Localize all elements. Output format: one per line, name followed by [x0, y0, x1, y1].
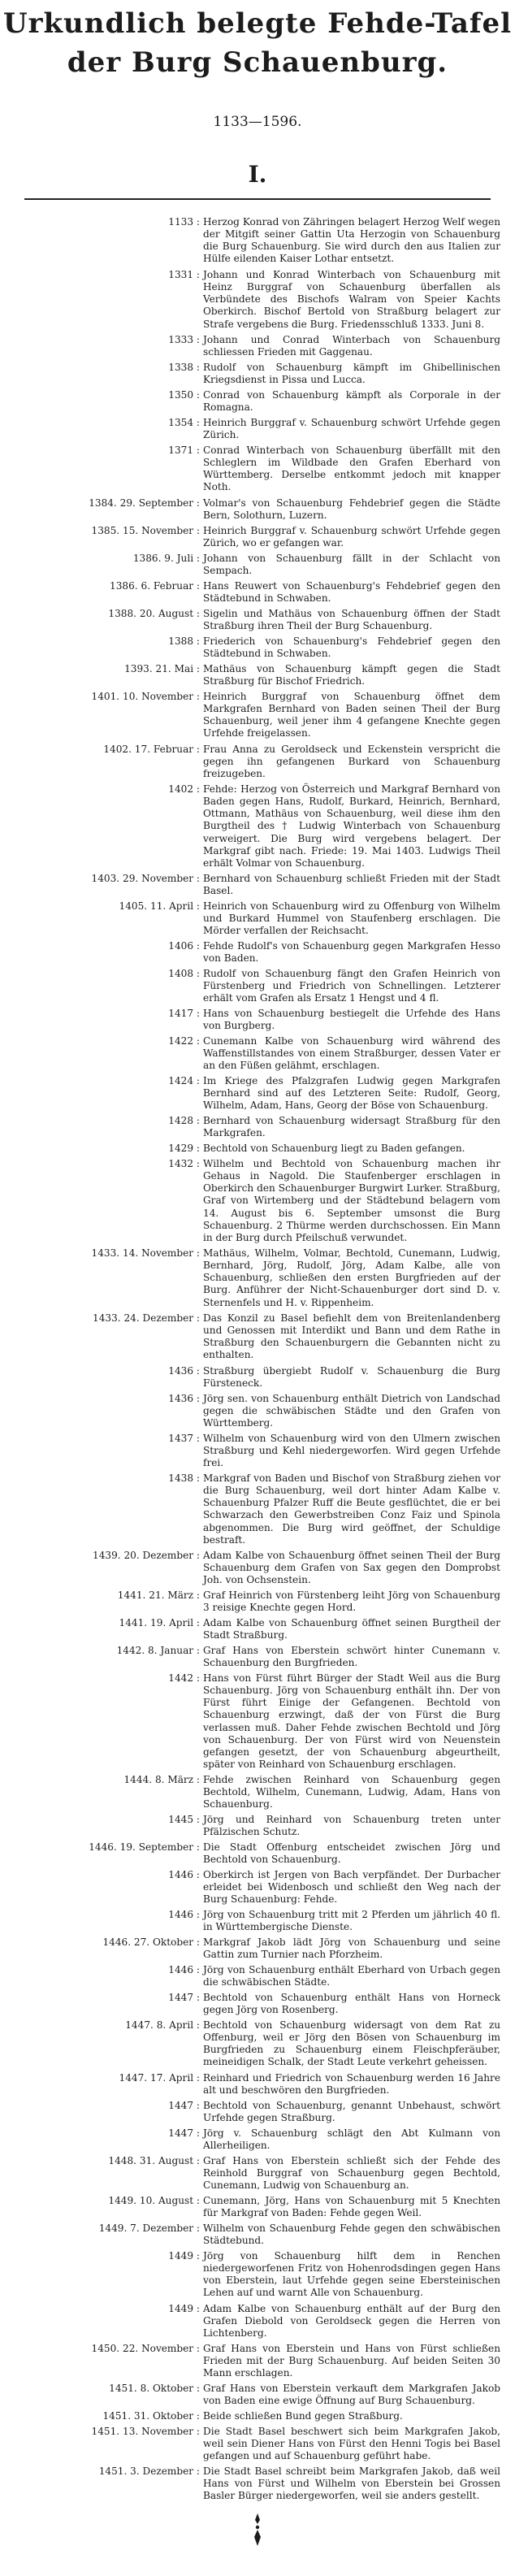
entry-text: Heinrich Burggraf v. Schauenburg schwört Urfehde gegen Zürich, wo er gefangen war.	[203, 525, 500, 549]
entry-text: Bernhard von Schauenburg widersagt Straßburg für den Markgrafen.	[203, 1115, 500, 1139]
entry-text: Graf Hans von Eberstein schließt sich der Fehde des Reinhold Burggraf von Schauenburg gegen Bechtold, Cunemann, Ludwig von Schauenburg an.	[203, 2155, 500, 2192]
entry-date: 1447. 8. April :	[125, 2019, 200, 2031]
entry-text: Conrad von Schauenburg kämpft als Corporale in der Romagna.	[203, 389, 500, 414]
fehde-entry	[0, 940, 515, 968]
entry-text: Markgraf Jakob lädt Jörg von Schauenburg und seine Gattin zum Turnier nach Pforzheim.	[203, 1936, 500, 1961]
section-numeral: I.	[248, 161, 267, 188]
fehde-entry	[0, 1158, 515, 1247]
entry-date: 1403. 29. November :	[91, 873, 200, 884]
entry-text: Herzog Konrad von Zähringen belagert Herzog Welf wegen der Mitgift seiner Gattin Uta Herzogin von Schauenburg die Burg Schauenburg. Sie wird durch den aus Italien zur Hülfe eilenden Kaiser Lothar entsetzt.	[203, 216, 500, 265]
entry-text: Heinrich Burggraf von Schauenburg öffnet dem Markgrafen Bernhard von Baden seinen Theil der Burg Schauenburg, weil jener ihm 4 gefangene Knechte gegen Urfehde freigelassen.	[203, 691, 500, 739]
end-ornament-icon	[252, 2513, 263, 2546]
entry-date: 1354 :	[168, 417, 200, 428]
fehde-entry	[0, 1936, 515, 1964]
entry-text: Bechtold von Schauenburg enthält Hans von Horneck gegen Jörg von Rosenberg.	[203, 1992, 500, 2016]
entry-text: Adam Kalbe von Schauenburg öffnet seinen Burgtheil der Stadt Straßburg.	[203, 1617, 500, 1641]
entry-text: Wilhelm und Bechtold von Schauenburg machen ihr Gehaus in Nagold. Die Staufenberger erschlagen in Oberkirch den Schauenburger Burgwirt Lurker. Straßburg, Graf von Wirtemberg und der Städtebund belagern vom 14. August bis 6. September umsonst die Burg Schauenburg. 2 Thürme werden durchschossen. Ein Mann in der Burg durch Pfeilschuß verwundet.	[203, 1158, 500, 1243]
header-rule	[24, 198, 491, 200]
fehde-entry	[0, 1115, 515, 1143]
entry-text: Frau Anna zu Geroldseck und Eckenstein verspricht die gegen ihn gefangenen Burkard von Schauenburg freizugeben.	[203, 744, 500, 780]
entry-text: Die Stadt Basel beschwert sich beim Markgrafen Jakob, weil sein Diener Hans von Fürst den Henni Togis bei Basel gefangen und auf Schauenburg geführt habe.	[203, 2426, 500, 2462]
entry-date: 1371 :	[168, 445, 200, 456]
year-range: 1133—1596.	[213, 114, 302, 130]
entry-date: 1333 :	[168, 334, 200, 345]
entry-text: Adam Kalbe von Schauenburg öffnet seinen Theil der Burg Schauenburg dem Grafen von Sax gegen den Domprobst Joh. von Ochsenstein.	[203, 1550, 500, 1586]
entry-text: Mathäus von Schauenburg kämpft gegen die Stadt Straßburg für Bischof Friedrich.	[203, 663, 500, 687]
entry-text: Fehde zwischen Reinhard von Schauenburg gegen Bechtold, Wilhelm, Cunemann, Ludwig, Adam, Hans von Schauenburg.	[203, 1774, 500, 1811]
fehde-entry	[0, 608, 515, 635]
entry-date: 1449 :	[168, 2250, 200, 2262]
entry-text: Graf Hans von Eberstein verkauft dem Markgrafen Jakob von Baden eine ewige Öffnung auf Burg Schauenburg.	[203, 2383, 500, 2407]
fehde-entry	[0, 216, 515, 269]
entry-date: 1446. 19. September :	[89, 1841, 200, 1853]
fehde-entry	[0, 1312, 515, 1365]
entry-text: Die Stadt Basel schreibt beim Markgrafen Jakob, daß weil Hans von Fürst und Wilhelm von Eberstein bei Grossen Basler Bürger niedergeworfen, weil sie anders gestellt.	[203, 2465, 500, 2502]
fehde-entry	[0, 1774, 515, 1814]
fehde-entry	[0, 1589, 515, 1617]
fehde-entry	[0, 1992, 515, 2019]
entry-date: 1432 :	[168, 1158, 200, 1169]
fehde-entry	[0, 497, 515, 525]
entry-date: 1445 :	[168, 1814, 200, 1825]
fehde-entry	[0, 1672, 515, 1774]
fehde-entry	[0, 1247, 515, 1312]
entry-date: 1447 :	[168, 1992, 200, 2003]
fehde-entry	[0, 1550, 515, 1589]
fehde-entry	[0, 1645, 515, 1672]
entry-date: 1439. 20. Dezember :	[93, 1550, 200, 1561]
fehde-entry	[0, 2223, 515, 2250]
entry-text: Reinhard und Friedrich von Schauenburg werden 16 Jahre alt und beschwören den Burgfrieden.	[203, 2072, 500, 2097]
entry-date: 1451. 13. November :	[91, 2426, 200, 2437]
entry-date: 1446 :	[168, 1869, 200, 1880]
entry-text: Mathäus, Wilhelm, Volmar, Bechtold, Cunemann, Ludwig, Bernhard, Jörg, Rudolf, Jörg, Adam Kalbe, alle von Schauenburg, schließen den ersten Burgfrieden auf der Burg. Anführer der Nicht-Schauenburger dort sind D. v. Sternenfels und H. v. Rippenheim.	[203, 1247, 500, 1308]
fehde-entry	[0, 2072, 515, 2100]
fehde-entry	[0, 1365, 515, 1393]
entry-text: Graf Heinrich von Fürstenberg leiht Jörg von Schauenburg 3 reisige Knechte gegen Hord.	[203, 1589, 500, 1614]
entry-date: 1451. 3. Dezember :	[98, 2465, 200, 2477]
fehde-entry	[0, 1472, 515, 1550]
fehde-entry	[0, 269, 515, 334]
entry-date: 1451. 31. Oktober :	[102, 2410, 200, 2422]
fehde-entry	[0, 635, 515, 663]
fehde-entry	[0, 389, 515, 417]
fehde-entry	[0, 2019, 515, 2072]
entry-date: 1384. 29. September :	[89, 497, 200, 509]
entry-date: 1388 :	[168, 635, 200, 647]
fehde-entry	[0, 1075, 515, 1115]
entry-date: 1446 :	[168, 1964, 200, 1975]
fehde-entry	[0, 362, 515, 389]
fehde-entry	[0, 525, 515, 553]
fehde-entry-list	[0, 216, 515, 2505]
fehde-entry	[0, 1814, 515, 1841]
entry-date: 1386. 6. Februar :	[110, 580, 200, 592]
entry-date: 1446. 27. Oktober :	[102, 1936, 200, 1948]
entry-date: 1401. 10. November :	[91, 691, 200, 702]
entry-text: Cunemann, Jörg, Hans von Schauenburg mit 5 Knechten für Markgraf von Baden: Fehde gegen Weil.	[203, 2195, 500, 2219]
entry-text: Friederich von Schauenburg's Fehdebrief gegen den Städtebund in Schwaben.	[203, 635, 500, 660]
entry-text: Das Konzil zu Basel befiehlt dem von Breitenlandenberg und Genossen mit Interdikt und Bann und dem Rathe in Straßburg den Schauenburgern die Gebannten nicht zu enthalten.	[203, 1312, 500, 1361]
document-title: Urkundlich belegte Fehde-Tafel	[2, 7, 513, 40]
entry-date: 1402. 17. Februar :	[103, 744, 200, 755]
fehde-entry	[0, 1964, 515, 1992]
entry-text: Conrad Winterbach von Schauenburg überfällt mit den Schleglern im Wildbade den Grafen Eberhard von Württemberg. Derselbe entkommt jedoch mit knapper Noth.	[203, 445, 500, 493]
entry-text: Wilhelm von Schauenburg Fehde gegen den schwäbischen Städtebund.	[203, 2223, 500, 2247]
entry-date: 1393. 21. Mai :	[124, 663, 200, 674]
entry-text: Adam Kalbe von Schauenburg enthält auf der Burg den Grafen Diebold von Geroldseck gegen die Herren von Lichtenberg.	[203, 2303, 500, 2340]
entry-text: Graf Hans von Eberstein schwört hinter Cunemann v. Schauenburg den Burgfrieden.	[203, 1645, 500, 1669]
entry-text: Volmar's von Schauenburg Fehdebrief gegen die Städte Bern, Solothurn, Luzern.	[203, 497, 500, 522]
entry-date: 1402 :	[168, 783, 200, 795]
entry-text: Heinrich von Schauenburg wird zu Offenburg von Wilhelm und Burkard Hummel von Staufenberg erschlagen. Die Mörder verfallen der Reichsacht.	[203, 900, 500, 937]
entry-date: 1442. 8. Januar :	[116, 1645, 200, 1656]
entry-text: Hans von Schauenburg bestiegelt die Urfehde des Hans von Burgberg.	[203, 1008, 500, 1032]
entry-text: Sigelin und Mathäus von Schauenburg öffnen der Stadt Straßburg ihren Theil der Burg Schauenburg.	[203, 608, 500, 632]
entry-text: Markgraf von Baden und Bischof von Straßburg ziehen vor die Burg Schauenburg, weil dort hinter Adam Kalbe v. Schauenburg Pfalzer Ruff die Beute gesflüchtet, die er bei Schwarzach den Gewerbstreiben Conz Faiz und Spinola abgenommen. Die Burg wird geöffnet, der Schuldige bestraft.	[203, 1472, 500, 1546]
fehde-entry	[0, 1869, 515, 1909]
fehde-entry	[0, 2426, 515, 2465]
fehde-entry	[0, 1143, 515, 1158]
entry-date: 1451. 8. Oktober :	[109, 2383, 200, 2394]
entry-text: Beide schließen Bund gegen Straßburg.	[203, 2410, 403, 2422]
fehde-entry	[0, 445, 515, 497]
fehde-entry	[0, 2383, 515, 2410]
fehde-entry	[0, 663, 515, 691]
fehde-entry	[0, 2100, 515, 2127]
entry-date: 1436 :	[168, 1393, 200, 1404]
fehde-entry	[0, 900, 515, 940]
entry-text: Hans von Fürst führt Bürger der Stadt Weil aus die Burg Schauenburg. Jörg von Schauenburg enthält ihn. Der von Fürst führt Einige der Gefangenen. Bechtold von Schauenburg erzwingt, daß der von Fürst die Burg verlassen muß. Daher Fehde zwischen Bechtold und Jörg von Schauenburg. Der von Fürst wird von Neuenstein gefangen gesetzt, der von Schauenburg abgeurtheilt, später von Reinhard von Schauenburg erschlagen.	[203, 1672, 500, 1770]
fehde-entry	[0, 1617, 515, 1645]
entry-date: 1422 :	[168, 1035, 200, 1047]
entry-date: 1449. 7. Dezember :	[98, 2223, 200, 2234]
fehde-entry	[0, 1841, 515, 1869]
entry-date: 1388. 20. August :	[108, 608, 200, 619]
entry-text: Jörg von Schauenburg enthält Eberhard von Urbach gegen die schwäbischen Städte.	[203, 1964, 500, 1988]
fehde-entry	[0, 1035, 515, 1075]
entry-date: 1385. 15. November :	[91, 525, 200, 536]
entry-text: Jörg von Schauenburg tritt mit 2 Pferden um jährlich 40 fl. in Württembergische Dienste.	[203, 1909, 500, 1933]
entry-text: Graf Hans von Eberstein und Hans von Fürst schließen Frieden mit der Burg Schauenburg. Auf beiden Seiten 30 Mann erschlagen.	[203, 2343, 500, 2379]
entry-date: 1350 :	[168, 389, 200, 401]
entry-date: 1450. 22. November :	[91, 2343, 200, 2354]
fehde-entry	[0, 1008, 515, 1035]
entry-date: 1449. 10. August :	[108, 2195, 200, 2206]
fehde-entry	[0, 580, 515, 608]
entry-date: 1436 :	[168, 1365, 200, 1377]
entry-text: Fehde Rudolf's von Schauenburg gegen Markgrafen Hesso von Baden.	[203, 940, 500, 965]
entry-text: Bechtold von Schauenburg liegt zu Baden gefangen.	[203, 1143, 465, 1154]
entry-text: Rudolf von Schauenburg kämpft im Ghibellinischen Kriegsdienst in Pissa und Lucca.	[203, 362, 500, 386]
entry-text: Bechtold von Schauenburg widersagt von dem Rat zu Offenburg, weil er Jörg den Bösen von Schauenburg im Burgfrieden zu Schauenburg einem Fleischpferäuber, meineidigen Schalk, der Stadt Leute verkehrt geheissen.	[203, 2019, 500, 2068]
entry-text: Heinrich Burggraf v. Schauenburg schwört Urfehde gegen Zürich.	[203, 417, 500, 441]
entry-date: 1441. 19. April :	[119, 1617, 200, 1628]
entry-date: 1437 :	[168, 1433, 200, 1444]
entry-date: 1405. 11. April :	[119, 900, 200, 912]
entry-date: 1448. 31. August :	[108, 2155, 200, 2166]
fehde-entry	[0, 783, 515, 873]
entry-date: 1438 :	[168, 1472, 200, 1484]
entry-date: 1442 :	[168, 1672, 200, 1684]
entry-date: 1447. 17. April :	[119, 2072, 200, 2084]
entry-text: Jörg sen. von Schauenburg enthält Dietrich von Landschad gegen die schwäbischen Städte und den Grafen von Württemberg.	[203, 1393, 500, 1429]
entry-date: 1449 :	[168, 2303, 200, 2314]
fehde-entry	[0, 553, 515, 580]
fehde-entry	[0, 2410, 515, 2426]
entry-date: 1406 :	[168, 940, 200, 952]
entry-date: 1424 :	[168, 1075, 200, 1086]
fehde-entry	[0, 334, 515, 362]
entry-date: 1408 :	[168, 968, 200, 979]
entry-text: Jörg von Schauenburg hilft dem in Renchen niedergeworfenen Fritz von Hohenrodsdingen gegen Hans von Eberstein, laut Urfehde gegen seine Ebersteinischen Lehen auf und warnt Alle von Schauenburg.	[203, 2250, 500, 2299]
entry-text: Oberkirch ist Jergen von Bach verpfändet. Der Durbacher erleidet bei Widenbosch und schließt den Weg nach der Burg Schauenburg: Fehde.	[203, 1869, 500, 1906]
fehde-entry	[0, 968, 515, 1008]
entry-date: 1444. 8. März :	[123, 1774, 200, 1785]
fehde-entry	[0, 2250, 515, 2303]
fehde-entry	[0, 2195, 515, 2223]
entry-date: 1429 :	[168, 1143, 200, 1154]
entry-text: Im Kriege des Pfalzgrafen Ludwig gegen Markgrafen Bernhard sind auf des Letzteren Seite: Rudolf, Georg, Wilhelm, Adam, Hans, Georg der Böse von Schauenburg.	[203, 1075, 500, 1112]
entry-date: 1417 :	[168, 1008, 200, 1019]
fehde-entry	[0, 1433, 515, 1472]
fehde-entry	[0, 873, 515, 900]
entry-date: 1428 :	[168, 1115, 200, 1126]
fehde-entry	[0, 691, 515, 744]
fehde-entry	[0, 417, 515, 445]
entry-date: 1338 :	[168, 362, 200, 373]
entry-text: Johann und Konrad Winterbach von Schauenburg mit Heinz Burggraf von Schauenburg überfallen als Verbündete des Bischofs Walram von Speier Kachts Oberkirch. Bischof Bertold von Straßburg belagert zur Strafe vergebens die Burg. Friedensschluß 1333. Juni 8.	[203, 269, 500, 330]
fehde-entry	[0, 1909, 515, 1936]
entry-text: Hans Reuwert von Schauenburg's Fehdebrief gegen den Städtebund in Schwaben.	[203, 580, 500, 605]
fehde-entry	[0, 2155, 515, 2195]
entry-text: Johann und Conrad Winterbach von Schauenburg schliessen Frieden mit Gaggenau.	[203, 334, 500, 358]
entry-text: Johann von Schauenburg fällt in der Schlacht von Sempach.	[203, 553, 500, 577]
entry-text: Fehde: Herzog von Österreich und Markgraf Bernhard von Baden gegen Hans, Rudolf, Burkard, Heinrich, Bernhard, Ottmann, Mathäus von Schauenburg, weil diese ihm den Burgtheil des † Ludwig Winterbach von Schauenburg verweigert. Die Burg wird vergebens belagert. Der Markgraf gibt nach. Friede: 19. Mai 1403. Ludwigs Theil erhält Volmar von Schauenburg.	[203, 783, 500, 869]
fehde-entry	[0, 2465, 515, 2505]
entry-text: Rudolf von Schauenburg fängt den Grafen Heinrich von Fürstenberg und Friedrich von Schnellingen. Letzterer erhält vom Grafen als Ersatz 1 Hengst und 4 fl.	[203, 968, 500, 1004]
entry-text: Cunemann Kalbe von Schauenburg wird während des Waffenstillstandes von einem Straßburger, dessen Vater er an den Füßen gelähmt, erschlagen.	[203, 1035, 500, 1072]
entry-date: 1331 :	[168, 269, 200, 280]
entry-date: 1447 :	[168, 2100, 200, 2111]
entry-date: 1447 :	[168, 2127, 200, 2139]
fehde-entry	[0, 1393, 515, 1433]
entry-text: Bernhard von Schauenburg schließt Frieden mit der Stadt Basel.	[203, 873, 500, 897]
entry-date: 1386. 9. Juli :	[132, 553, 200, 564]
fehde-entry	[0, 744, 515, 783]
entry-date: 1446 :	[168, 1909, 200, 1920]
entry-text: Die Stadt Offenburg entscheidet zwischen Jörg und Bechtold von Schauenburg.	[203, 1841, 500, 1866]
document-subtitle: der Burg Schauenburg.	[67, 46, 448, 79]
entry-date: 1441. 21. März :	[117, 1589, 200, 1601]
entry-text: Bechtold von Schauenburg, genannt Unbehaust, schwört Urfehde gegen Straßburg.	[203, 2100, 500, 2124]
entry-text: Jörg und Reinhard von Schauenburg treten unter Pfälzischen Schutz.	[203, 1814, 500, 1838]
fehde-entry	[0, 2127, 515, 2155]
entry-date: 1433. 24. Dezember :	[93, 1312, 200, 1324]
entry-date: 1133 :	[168, 216, 200, 228]
entry-date: 1433. 14. November :	[91, 1247, 200, 1259]
entry-text: Wilhelm von Schauenburg wird von den Ulmern zwischen Straßburg und Kehl niedergeworfen. Wird gegen Urfehde frei.	[203, 1433, 500, 1469]
fehde-entry	[0, 2343, 515, 2383]
fehde-entry	[0, 2303, 515, 2343]
entry-text: Jörg v. Schauenburg schlägt den Abt Kulmann von Allerheiligen.	[203, 2127, 500, 2152]
entry-text: Straßburg übergiebt Rudolf v. Schauenburg die Burg Fürsteneck.	[203, 1365, 500, 1390]
